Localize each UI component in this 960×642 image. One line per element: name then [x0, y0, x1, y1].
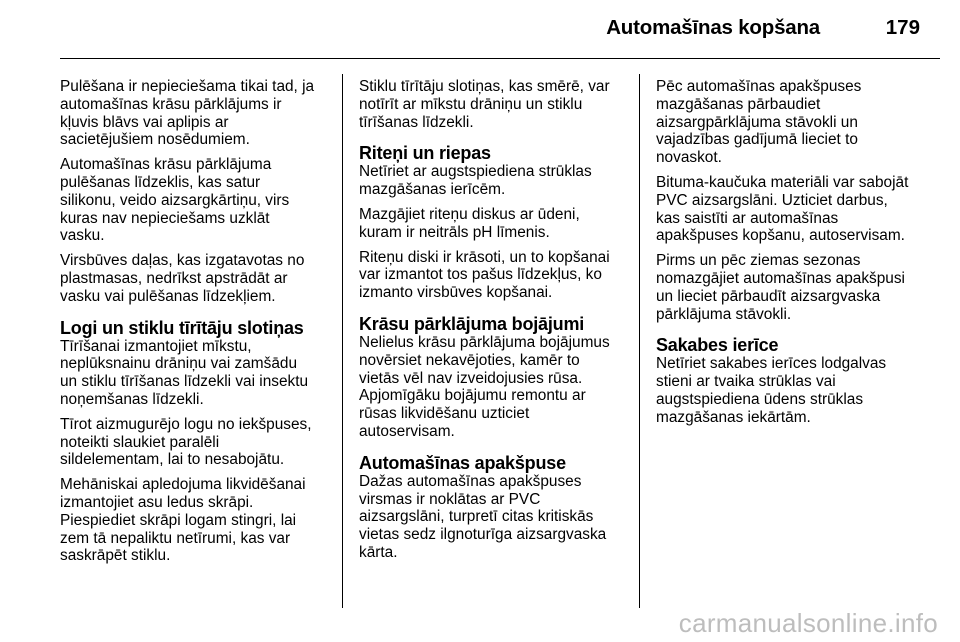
- text-line: Mehāniskai apledojuma likvidēšanai: [60, 476, 306, 494]
- paragraph: [656, 174, 946, 245]
- text-line: mazgāšanas iekārtām.: [656, 408, 811, 426]
- text-line: stieni ar tvaika strūklas vai: [656, 373, 836, 391]
- text-line: Krāsu pārklājuma bojājumi: [359, 313, 585, 334]
- text-line: Pirms un pēc ziemas sezonas: [656, 252, 861, 270]
- paragraph: [60, 476, 332, 565]
- text-line: kas saistīti ar automašīnas: [656, 209, 839, 227]
- paragraph: [60, 338, 332, 409]
- text-line: nomazgājiet automašīnas apakšpusi: [656, 269, 905, 287]
- text-line: notīrīt ar mīkstu drāniņu un stiklu: [359, 95, 583, 113]
- text-line: novērsiet nekavējoties, kamēr to: [359, 351, 580, 369]
- text-line: kārta.: [359, 543, 398, 561]
- text-line: Netīriet sakabes ierīces lodgalvas: [656, 355, 887, 373]
- text-line: Logi un stiklu tīrītāju slotiņas: [60, 317, 304, 338]
- text-line: sildelementam, lai to nesabojātu.: [60, 451, 285, 469]
- text-line: Tīrot aizmugurējo logu no iekšpuses,: [60, 415, 312, 433]
- column-3: [656, 78, 946, 434]
- text-line: kļuvis blāvs vai aplipis ar: [60, 113, 229, 131]
- text-line: Riteņu diski ir krāsoti, un to kopšanai: [359, 248, 610, 266]
- paragraph: [60, 416, 332, 469]
- paragraph: [60, 78, 332, 149]
- text-line: vietās vēl nav izveidojusies rūsa.: [359, 369, 583, 387]
- paragraph: [656, 252, 946, 323]
- paragraph: [656, 78, 946, 167]
- text-line: kuram ir neitrāls pH līmenis.: [359, 223, 550, 241]
- text-line: Apjomīgāku bojājumu remontu ar: [359, 387, 586, 405]
- text-line: Pēc automašīnas apakšpuses: [656, 78, 862, 95]
- text-line: Mazgājiet riteņu diskus ar ūdeni,: [359, 205, 580, 223]
- text-line: un lieciet pārbaudīt aizsargvaska: [656, 287, 881, 305]
- text-line: mazgāšanas ierīcēm.: [359, 181, 506, 199]
- header-rule: [60, 58, 940, 59]
- text-line: rūsas likvidēšanu uzticiet: [359, 405, 530, 423]
- paragraph: [359, 206, 631, 242]
- text-line: aizsargpārklājuma stāvokli un: [656, 113, 858, 131]
- text-line: neplūksnainu drāniņu vai zamšādu: [60, 355, 297, 373]
- column-divider: [342, 74, 343, 608]
- text-line: un stiklu tīrīšanas līdzekli vai insektu: [60, 373, 309, 391]
- text-line: aizsargslāni, turpretī citas kritiskās: [359, 508, 594, 526]
- page-number: 179: [885, 16, 920, 39]
- paragraph: [60, 156, 332, 245]
- text-line: Bituma-kaučuka materiāli var sabojāt: [656, 173, 909, 191]
- text-line: var izmantot tos pašus līdzekļus, ko: [359, 266, 602, 284]
- watermark: carmanualsonline.info: [678, 608, 938, 638]
- paragraph: [656, 355, 946, 426]
- section-heading: [359, 314, 631, 334]
- text-line: virsmas ir noklātas ar PVC: [359, 490, 541, 508]
- text-line: Piespiediet skrāpi logam stingri, lai: [60, 511, 297, 529]
- text-line: saskrāpēt stiklu.: [60, 547, 171, 565]
- text-line: vajadzības gadījumā lieciet to: [656, 131, 858, 149]
- paragraph: [60, 252, 332, 305]
- column-divider: [639, 74, 640, 608]
- text-line: Automašīnas apakšpuse: [359, 452, 566, 473]
- text-line: plastmasas, nedrīkst apstrādāt ar: [60, 269, 288, 287]
- text-line: zem tā nepaliktu netīrumi, kas var: [60, 529, 291, 547]
- section-title: Automašīnas kopšana: [606, 16, 820, 39]
- paragraph: [359, 163, 631, 199]
- text-line: noņemšanas līdzekli.: [60, 390, 204, 408]
- text-line: novaskot.: [656, 149, 722, 167]
- text-line: Nelielus krāsu pārklājuma bojājumus: [359, 333, 610, 351]
- text-line: noteikti slaukiet paralēli: [60, 433, 220, 451]
- text-line: Tīrīšanai izmantojiet mīkstu,: [60, 337, 252, 355]
- text-line: augstspiediena ūdens strūklas: [656, 390, 864, 408]
- text-line: Dažas automašīnas apakšpuses: [359, 472, 582, 490]
- text-line: mazgāšanas pārbaudiet: [656, 95, 821, 113]
- section-heading: [359, 143, 631, 163]
- text-line: pulēšanas līdzeklis, kas satur: [60, 173, 261, 191]
- text-line: Automašīnas krāsu pārklājuma: [60, 156, 272, 174]
- paragraph: [359, 78, 631, 131]
- text-line: automašīnas krāsu pārklājums ir: [60, 95, 282, 113]
- text-line: Sakabes ierīce: [656, 335, 779, 356]
- text-line: pārklājuma stāvokli.: [656, 305, 792, 323]
- text-line: vasku vai pulēšanas līdzekļiem.: [60, 287, 276, 305]
- paragraph: [359, 249, 631, 302]
- text-line: kuras nav nepieciešams uzklāt: [60, 209, 270, 227]
- text-line: Netīriet ar augstspiediena strūklas: [359, 163, 592, 181]
- text-line: izmantojiet asu ledus skrāpi.: [60, 493, 254, 511]
- text-line: apakšpuses kopšanu, autoservisam.: [656, 227, 905, 245]
- section-heading: [359, 453, 631, 473]
- text-line: Stiklu tīrītāju slotiņas, kas smērē, var: [359, 78, 610, 95]
- text-line: izmanto virsbūves kopšanai.: [359, 284, 553, 302]
- text-line: Virsbūves daļas, kas izgatavotas no: [60, 252, 305, 270]
- paragraph: [359, 473, 631, 562]
- text-line: PVC aizsargslāni. Uzticiet darbus,: [656, 191, 888, 209]
- column-1: [60, 78, 332, 572]
- text-line: Pulēšana ir nepieciešama tikai tad, ja: [60, 78, 315, 95]
- paragraph: [359, 334, 631, 441]
- section-heading: [656, 335, 946, 355]
- section-heading: [60, 318, 332, 338]
- text-line: vasku.: [60, 227, 105, 245]
- text-line: sacietējušiem nosēdumiem.: [60, 131, 250, 149]
- column-2: [359, 78, 631, 569]
- text-line: tīrīšanas līdzekli.: [359, 113, 474, 131]
- text-line: silikonu, veido aizsargkārtiņu, virs: [60, 191, 290, 209]
- text-line: Riteņi un riepas: [359, 143, 491, 164]
- text-line: autoservisam.: [359, 422, 455, 440]
- text-line: vietas sedz ilgnoturīga aizsargvaska: [359, 526, 607, 544]
